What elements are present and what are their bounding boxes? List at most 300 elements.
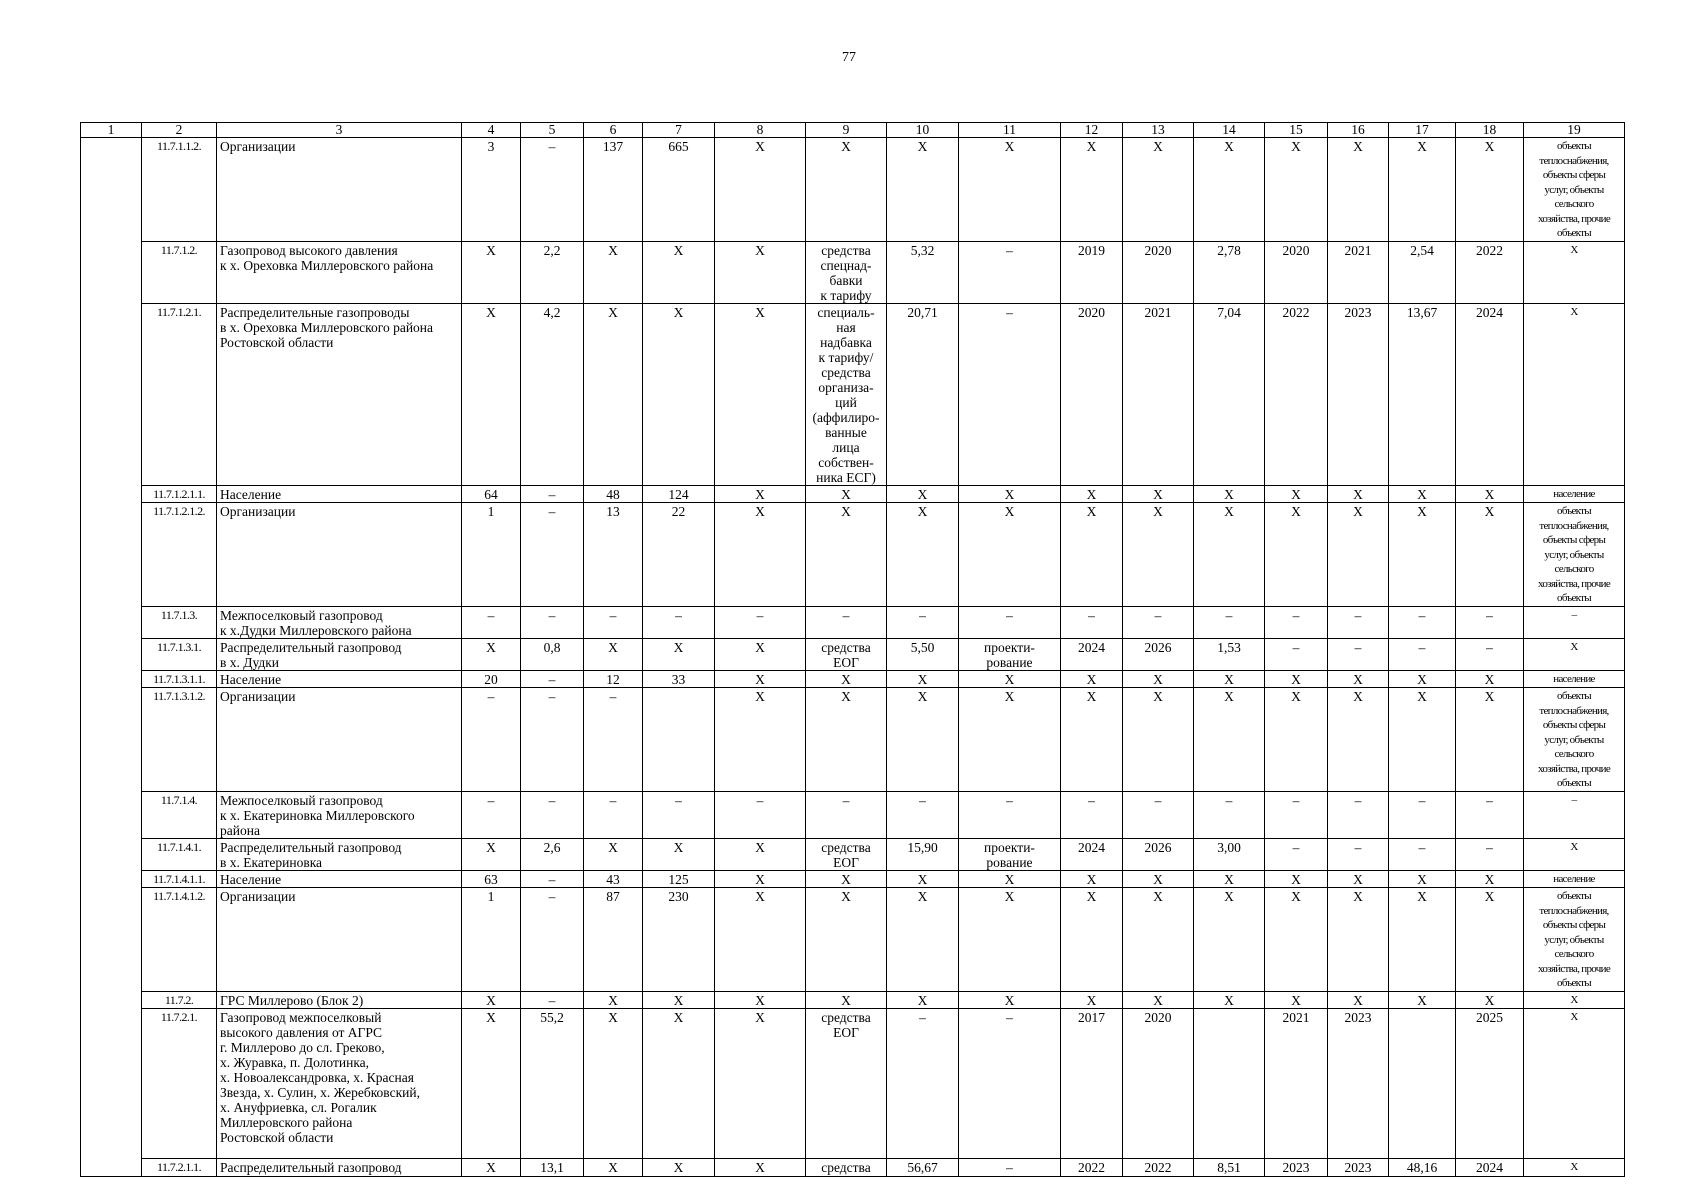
value-cell-col-5: –: [521, 486, 584, 503]
value-cell-col-12: 2024: [1061, 639, 1123, 671]
value-cell-col-14: Х: [1194, 138, 1265, 242]
value-cell-col-6: Х: [584, 1009, 643, 1159]
value-cell-col-15: 2021: [1265, 1009, 1328, 1159]
row-name: Организации: [217, 688, 462, 792]
table-row: [81, 1009, 1625, 1159]
value-cell-col-9: Х: [806, 486, 887, 503]
value-cell-col-9: специаль- ная надбавка к тарифу/ средства организа- ций (аффилиро- ванные лица собствен- ника ЕСГ): [806, 304, 887, 486]
row-name: Население: [217, 486, 462, 503]
value-cell-col-17: Х: [1389, 671, 1456, 688]
value-cell-col-11: Х: [959, 486, 1061, 503]
value-cell-col-7: [643, 688, 715, 792]
row-code: 11.7.1.3.1.2.: [142, 688, 217, 792]
value-cell-col-9: Х: [806, 888, 887, 992]
value-cell-col-13: 2022: [1123, 1159, 1194, 1177]
value-cell-col-9: средства: [806, 1159, 887, 1177]
value-cell-col-15: 2023: [1265, 1159, 1328, 1177]
row-name: Население: [217, 671, 462, 688]
value-cell-col-4: 3: [462, 138, 521, 242]
value-cell-col-12: Х: [1061, 871, 1123, 888]
row-name: Газопровод межпоселковый высокого давления от АГРС г. Миллерово до сл. Греково, х. Журавка, п. Долотинка, х. Новоалександровка, х. Красная Звезда, х. Сулин, х. Жеребковский, х. Ануфриевка, сл. Рогалик Миллеровского района Ростовской области: [217, 1009, 462, 1159]
value-cell-col-5: –: [521, 607, 584, 639]
section-column-cell: [81, 138, 142, 1177]
row-name: ГРС Миллерово (Блок 2): [217, 992, 462, 1009]
value-cell-col-19: население: [1524, 486, 1625, 503]
value-cell-col-11: –: [959, 242, 1061, 304]
value-cell-col-5: 55,2: [521, 1009, 584, 1159]
value-cell-col-17: Х: [1389, 888, 1456, 992]
value-cell-col-11: проекти- рование: [959, 639, 1061, 671]
value-cell-col-6: Х: [584, 639, 643, 671]
column-number: 7: [643, 123, 715, 138]
value-cell-col-5: –: [521, 792, 584, 839]
value-cell-col-5: –: [521, 871, 584, 888]
value-cell-col-18: –: [1456, 639, 1524, 671]
value-cell-col-10: Х: [887, 871, 959, 888]
value-cell-col-12: Х: [1061, 992, 1123, 1009]
column-number: 3: [217, 123, 462, 138]
value-cell-col-8: Х: [715, 871, 806, 888]
row-name: Распределительный газопровод: [217, 1159, 462, 1177]
value-cell-col-11: Х: [959, 503, 1061, 607]
value-cell-col-15: –: [1265, 839, 1328, 871]
row-name: Население: [217, 871, 462, 888]
value-cell-col-18: Х: [1456, 888, 1524, 992]
value-cell-col-9: Х: [806, 992, 887, 1009]
table-row: [81, 138, 1625, 242]
row-name: Организации: [217, 138, 462, 242]
row-code: 11.7.1.2.1.1.: [142, 486, 217, 503]
value-cell-col-6: 87: [584, 888, 643, 992]
value-cell-col-4: Х: [462, 1159, 521, 1177]
value-cell-col-10: 20,71: [887, 304, 959, 486]
value-cell-col-6: 137: [584, 138, 643, 242]
value-cell-col-12: 2019: [1061, 242, 1123, 304]
value-cell-col-7: Х: [643, 242, 715, 304]
row-code: 11.7.2.: [142, 992, 217, 1009]
row-code: 11.7.1.2.1.: [142, 304, 217, 486]
column-number-row: [81, 123, 1625, 138]
column-number: 13: [1123, 123, 1194, 138]
value-cell-col-4: 1: [462, 888, 521, 992]
row-code: 11.7.1.4.1.2.: [142, 888, 217, 992]
value-cell-col-6: –: [584, 607, 643, 639]
value-cell-col-4: 20: [462, 671, 521, 688]
value-cell-col-6: 12: [584, 671, 643, 688]
value-cell-col-11: Х: [959, 871, 1061, 888]
value-cell-col-13: Х: [1123, 503, 1194, 607]
value-cell-col-9: –: [806, 607, 887, 639]
row-name: Организации: [217, 888, 462, 992]
value-cell-col-13: 2020: [1123, 242, 1194, 304]
column-number: 1: [81, 123, 142, 138]
value-cell-col-11: Х: [959, 888, 1061, 992]
value-cell-col-19: –: [1524, 792, 1625, 839]
row-name: Газопровод высокого давления к х. Ореховка Миллеровского района: [217, 242, 462, 304]
value-cell-col-14: 2,78: [1194, 242, 1265, 304]
value-cell-col-11: Х: [959, 688, 1061, 792]
value-cell-col-18: –: [1456, 792, 1524, 839]
value-cell-col-12: 2024: [1061, 839, 1123, 871]
value-cell-col-6: –: [584, 792, 643, 839]
value-cell-col-7: 665: [643, 138, 715, 242]
value-cell-col-14: Х: [1194, 871, 1265, 888]
value-cell-col-17: –: [1389, 839, 1456, 871]
value-cell-col-7: Х: [643, 304, 715, 486]
value-cell-col-16: –: [1328, 792, 1389, 839]
value-cell-col-19: Х: [1524, 1009, 1625, 1159]
row-name: Распределительные газопроводы в х. Ореховка Миллеровского района Ростовской области: [217, 304, 462, 486]
value-cell-col-13: Х: [1123, 888, 1194, 992]
value-cell-col-6: Х: [584, 304, 643, 486]
value-cell-col-4: Х: [462, 839, 521, 871]
value-cell-col-14: Х: [1194, 688, 1265, 792]
value-cell-col-5: –: [521, 671, 584, 688]
value-cell-col-6: –: [584, 688, 643, 792]
value-cell-col-16: 2023: [1328, 304, 1389, 486]
value-cell-col-16: –: [1328, 639, 1389, 671]
value-cell-col-13: 2021: [1123, 304, 1194, 486]
value-cell-col-8: Х: [715, 486, 806, 503]
value-cell-col-12: Х: [1061, 486, 1123, 503]
value-cell-col-14: Х: [1194, 888, 1265, 992]
value-cell-col-16: 2023: [1328, 1159, 1389, 1177]
value-cell-col-10: 15,90: [887, 839, 959, 871]
value-cell-col-7: Х: [643, 992, 715, 1009]
value-cell-col-9: средства ЕОГ: [806, 1009, 887, 1159]
value-cell-col-10: Х: [887, 992, 959, 1009]
value-cell-col-16: –: [1328, 839, 1389, 871]
value-cell-col-15: Х: [1265, 992, 1328, 1009]
column-number: 18: [1456, 123, 1524, 138]
column-number: 6: [584, 123, 643, 138]
value-cell-col-16: Х: [1328, 688, 1389, 792]
value-cell-col-19: Х: [1524, 304, 1625, 486]
value-cell-col-18: 2025: [1456, 1009, 1524, 1159]
value-cell-col-10: Х: [887, 138, 959, 242]
value-cell-col-14: 3,00: [1194, 839, 1265, 871]
value-cell-col-7: 125: [643, 871, 715, 888]
value-cell-col-15: Х: [1265, 688, 1328, 792]
value-cell-col-15: Х: [1265, 503, 1328, 607]
value-cell-col-5: –: [521, 688, 584, 792]
value-cell-col-16: –: [1328, 607, 1389, 639]
value-cell-col-18: Х: [1456, 871, 1524, 888]
row-name: Распределительный газопровод в х. Екатериновка: [217, 839, 462, 871]
value-cell-col-5: –: [521, 503, 584, 607]
value-cell-col-8: Х: [715, 639, 806, 671]
value-cell-col-8: Х: [715, 992, 806, 1009]
value-cell-col-7: Х: [643, 1009, 715, 1159]
value-cell-col-14: 1,53: [1194, 639, 1265, 671]
value-cell-col-17: 13,67: [1389, 304, 1456, 486]
value-cell-col-8: Х: [715, 1009, 806, 1159]
value-cell-col-10: Х: [887, 486, 959, 503]
value-cell-col-13: Х: [1123, 688, 1194, 792]
value-cell-col-8: Х: [715, 671, 806, 688]
value-cell-col-15: Х: [1265, 671, 1328, 688]
value-cell-col-9: Х: [806, 138, 887, 242]
row-name: Межпоселковый газопровод к х.Дудки Миллеровского района: [217, 607, 462, 639]
value-cell-col-5: 4,2: [521, 304, 584, 486]
value-cell-col-12: Х: [1061, 503, 1123, 607]
table-row: [81, 992, 1625, 1009]
value-cell-col-11: проекти- рование: [959, 839, 1061, 871]
value-cell-col-11: Х: [959, 138, 1061, 242]
value-cell-col-5: –: [521, 888, 584, 992]
value-cell-col-15: Х: [1265, 871, 1328, 888]
value-cell-col-7: 22: [643, 503, 715, 607]
value-cell-col-12: –: [1061, 792, 1123, 839]
value-cell-col-19: Х: [1524, 1159, 1625, 1177]
value-cell-col-6: 43: [584, 871, 643, 888]
value-cell-col-4: 63: [462, 871, 521, 888]
column-number: 17: [1389, 123, 1456, 138]
row-name: Межпоселковый газопровод к х. Екатериновка Миллеровского района: [217, 792, 462, 839]
value-cell-col-15: Х: [1265, 138, 1328, 242]
table-row: [81, 639, 1625, 671]
value-cell-col-11: Х: [959, 992, 1061, 1009]
value-cell-col-10: Х: [887, 671, 959, 688]
value-cell-col-8: Х: [715, 503, 806, 607]
table-row: [81, 503, 1625, 607]
value-cell-col-6: Х: [584, 242, 643, 304]
table-row: [81, 486, 1625, 503]
value-cell-col-12: Х: [1061, 888, 1123, 992]
value-cell-col-5: –: [521, 138, 584, 242]
column-number: 19: [1524, 123, 1625, 138]
value-cell-col-4: –: [462, 792, 521, 839]
row-code: 11.7.2.1.1.: [142, 1159, 217, 1177]
value-cell-col-17: Х: [1389, 871, 1456, 888]
value-cell-col-6: Х: [584, 839, 643, 871]
value-cell-col-19: население: [1524, 871, 1625, 888]
value-cell-col-19: население: [1524, 671, 1625, 688]
gas-program-table: [80, 122, 1625, 1177]
table-row: [81, 671, 1625, 688]
row-code: 11.7.1.4.: [142, 792, 217, 839]
value-cell-col-16: Х: [1328, 871, 1389, 888]
value-cell-col-12: –: [1061, 607, 1123, 639]
row-name: Организации: [217, 503, 462, 607]
value-cell-col-8: Х: [715, 304, 806, 486]
value-cell-col-10: –: [887, 1009, 959, 1159]
value-cell-col-9: Х: [806, 503, 887, 607]
value-cell-col-8: Х: [715, 688, 806, 792]
value-cell-col-17: 2,54: [1389, 242, 1456, 304]
column-number: 5: [521, 123, 584, 138]
value-cell-col-6: Х: [584, 1159, 643, 1177]
value-cell-col-13: –: [1123, 607, 1194, 639]
value-cell-col-10: Х: [887, 688, 959, 792]
value-cell-col-11: –: [959, 1009, 1061, 1159]
value-cell-col-7: –: [643, 792, 715, 839]
value-cell-col-15: –: [1265, 792, 1328, 839]
value-cell-col-18: Х: [1456, 486, 1524, 503]
row-code: 11.7.1.4.1.1.: [142, 871, 217, 888]
row-code: 11.7.1.3.: [142, 607, 217, 639]
value-cell-col-4: Х: [462, 992, 521, 1009]
row-code: 11.7.1.1.2.: [142, 138, 217, 242]
value-cell-col-18: –: [1456, 839, 1524, 871]
row-code: 11.7.1.3.1.1.: [142, 671, 217, 688]
value-cell-col-12: 2017: [1061, 1009, 1123, 1159]
value-cell-col-19: –: [1524, 607, 1625, 639]
column-number: 12: [1061, 123, 1123, 138]
value-cell-col-6: 13: [584, 503, 643, 607]
value-cell-col-10: –: [887, 607, 959, 639]
value-cell-col-19: Х: [1524, 992, 1625, 1009]
value-cell-col-11: –: [959, 607, 1061, 639]
value-cell-col-15: Х: [1265, 888, 1328, 992]
value-cell-col-4: Х: [462, 304, 521, 486]
value-cell-col-14: –: [1194, 607, 1265, 639]
value-cell-col-18: Х: [1456, 671, 1524, 688]
table-row: [81, 688, 1625, 792]
value-cell-col-13: 2026: [1123, 639, 1194, 671]
value-cell-col-15: –: [1265, 639, 1328, 671]
value-cell-col-7: –: [643, 607, 715, 639]
row-code: 11.7.2.1.: [142, 1009, 217, 1159]
value-cell-col-4: Х: [462, 242, 521, 304]
value-cell-col-13: –: [1123, 792, 1194, 839]
table-row: [81, 304, 1625, 486]
value-cell-col-4: –: [462, 607, 521, 639]
value-cell-col-12: Х: [1061, 671, 1123, 688]
value-cell-col-7: 33: [643, 671, 715, 688]
value-cell-col-19: Х: [1524, 242, 1625, 304]
value-cell-col-9: –: [806, 792, 887, 839]
value-cell-col-13: Х: [1123, 671, 1194, 688]
value-cell-col-14: 8,51: [1194, 1159, 1265, 1177]
value-cell-col-7: Х: [643, 639, 715, 671]
value-cell-col-16: Х: [1328, 888, 1389, 992]
value-cell-col-17: Х: [1389, 992, 1456, 1009]
value-cell-col-10: –: [887, 792, 959, 839]
value-cell-col-14: 7,04: [1194, 304, 1265, 486]
value-cell-col-17: –: [1389, 792, 1456, 839]
value-cell-col-19: объекты теплоснабжения, объекты сферы услуг, объекты сельского хозяйства, прочие объекты: [1524, 888, 1625, 992]
column-number: 8: [715, 123, 806, 138]
value-cell-col-13: Х: [1123, 871, 1194, 888]
value-cell-col-4: –: [462, 688, 521, 792]
value-cell-col-12: Х: [1061, 688, 1123, 792]
value-cell-col-16: Х: [1328, 138, 1389, 242]
value-cell-col-15: 2022: [1265, 304, 1328, 486]
value-cell-col-15: 2020: [1265, 242, 1328, 304]
value-cell-col-8: Х: [715, 839, 806, 871]
value-cell-col-15: Х: [1265, 486, 1328, 503]
column-number: 10: [887, 123, 959, 138]
column-number: 16: [1328, 123, 1389, 138]
value-cell-col-16: Х: [1328, 671, 1389, 688]
value-cell-col-14: –: [1194, 792, 1265, 839]
value-cell-col-14: Х: [1194, 503, 1265, 607]
value-cell-col-6: 48: [584, 486, 643, 503]
value-cell-col-19: объекты теплоснабжения, объекты сферы услуг, объекты сельского хозяйства, прочие объекты: [1524, 503, 1625, 607]
value-cell-col-17: –: [1389, 639, 1456, 671]
value-cell-col-9: средства ЕОГ: [806, 839, 887, 871]
value-cell-col-18: 2024: [1456, 304, 1524, 486]
value-cell-col-7: Х: [643, 1159, 715, 1177]
value-cell-col-17: Х: [1389, 503, 1456, 607]
value-cell-col-17: Х: [1389, 688, 1456, 792]
value-cell-col-18: Х: [1456, 688, 1524, 792]
value-cell-col-11: –: [959, 304, 1061, 486]
value-cell-col-5: 0,8: [521, 639, 584, 671]
row-code: 11.7.1.2.1.2.: [142, 503, 217, 607]
value-cell-col-10: 56,67: [887, 1159, 959, 1177]
column-number: 14: [1194, 123, 1265, 138]
row-code: 11.7.1.4.1.: [142, 839, 217, 871]
value-cell-col-17: Х: [1389, 138, 1456, 242]
value-cell-col-7: 230: [643, 888, 715, 992]
value-cell-col-8: –: [715, 607, 806, 639]
value-cell-col-8: Х: [715, 138, 806, 242]
value-cell-col-18: –: [1456, 607, 1524, 639]
value-cell-col-14: Х: [1194, 992, 1265, 1009]
value-cell-col-13: 2020: [1123, 1009, 1194, 1159]
value-cell-col-9: Х: [806, 671, 887, 688]
value-cell-col-5: 2,2: [521, 242, 584, 304]
value-cell-col-18: 2022: [1456, 242, 1524, 304]
value-cell-col-13: 2026: [1123, 839, 1194, 871]
table-row: [81, 607, 1625, 639]
value-cell-col-16: Х: [1328, 503, 1389, 607]
value-cell-col-9: Х: [806, 871, 887, 888]
value-cell-col-16: 2023: [1328, 1009, 1389, 1159]
value-cell-col-14: [1194, 1009, 1265, 1159]
value-cell-col-4: Х: [462, 639, 521, 671]
value-cell-col-4: 1: [462, 503, 521, 607]
value-cell-col-12: 2022: [1061, 1159, 1123, 1177]
column-number: 2: [142, 123, 217, 138]
value-cell-col-16: 2021: [1328, 242, 1389, 304]
value-cell-col-10: 5,50: [887, 639, 959, 671]
value-cell-col-15: –: [1265, 607, 1328, 639]
value-cell-col-5: 13,1: [521, 1159, 584, 1177]
value-cell-col-17: Х: [1389, 486, 1456, 503]
value-cell-col-10: Х: [887, 503, 959, 607]
value-cell-col-11: –: [959, 1159, 1061, 1177]
value-cell-col-12: Х: [1061, 138, 1123, 242]
value-cell-col-10: 5,32: [887, 242, 959, 304]
column-number: 15: [1265, 123, 1328, 138]
value-cell-col-7: 124: [643, 486, 715, 503]
table-row: [81, 792, 1625, 839]
column-number: 9: [806, 123, 887, 138]
value-cell-col-18: Х: [1456, 138, 1524, 242]
value-cell-col-19: Х: [1524, 639, 1625, 671]
value-cell-col-19: объекты теплоснабжения, объекты сферы услуг, объекты сельского хозяйства, прочие объекты: [1524, 688, 1625, 792]
value-cell-col-18: Х: [1456, 992, 1524, 1009]
value-cell-col-14: Х: [1194, 671, 1265, 688]
value-cell-col-13: Х: [1123, 992, 1194, 1009]
value-cell-col-5: 2,6: [521, 839, 584, 871]
table-row: [81, 871, 1625, 888]
value-cell-col-4: Х: [462, 1009, 521, 1159]
value-cell-col-9: средства ЕОГ: [806, 639, 887, 671]
row-code: 11.7.1.3.1.: [142, 639, 217, 671]
value-cell-col-8: Х: [715, 888, 806, 992]
value-cell-col-17: 48,16: [1389, 1159, 1456, 1177]
value-cell-col-13: Х: [1123, 486, 1194, 503]
table-row: [81, 839, 1625, 871]
value-cell-col-8: –: [715, 792, 806, 839]
value-cell-col-16: Х: [1328, 486, 1389, 503]
table-row: [81, 242, 1625, 304]
column-number: 11: [959, 123, 1061, 138]
